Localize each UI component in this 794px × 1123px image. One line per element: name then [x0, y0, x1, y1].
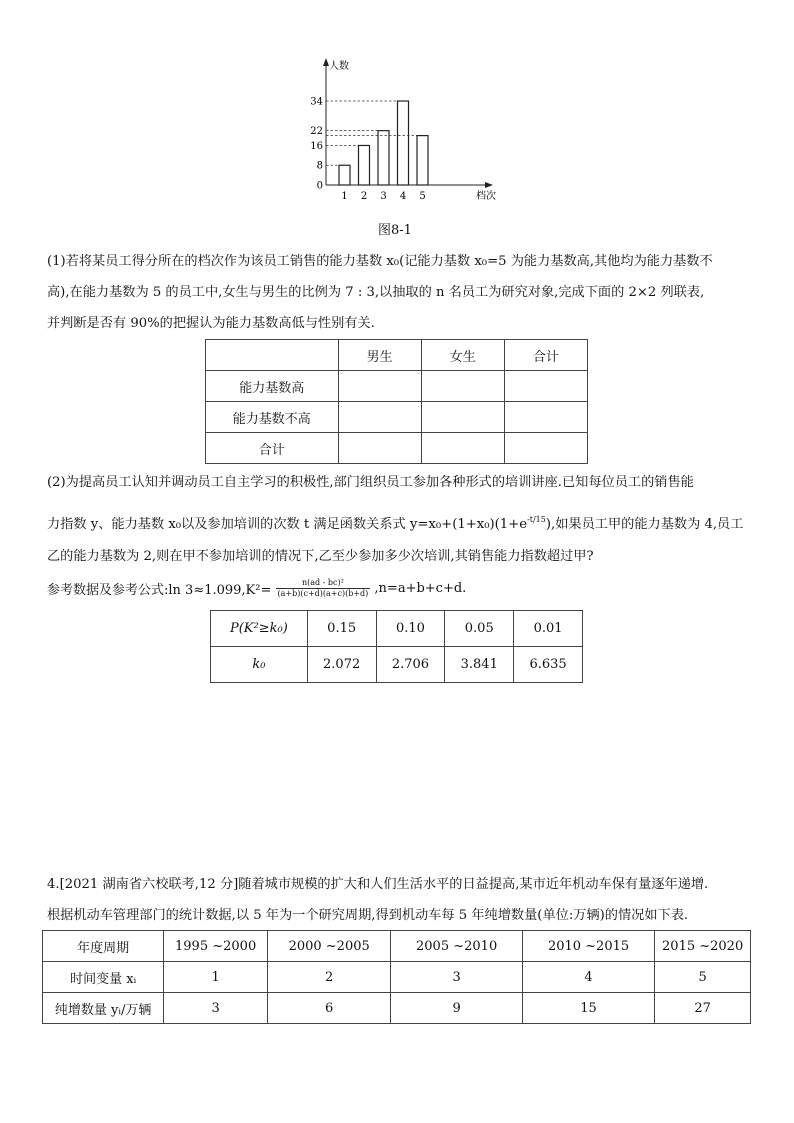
table-cell: 0.10: [376, 611, 445, 647]
table-row: [206, 371, 588, 402]
bar: [359, 145, 370, 185]
q2-exponent: -t/15: [527, 515, 546, 524]
table-cell: 合计: [504, 340, 587, 371]
table-cell: P(K²≥k₀): [211, 611, 308, 647]
table-cell: 6: [267, 993, 390, 1024]
table-cell: 3: [164, 993, 268, 1024]
table-cell: 年度周期: [43, 931, 164, 962]
y-tick-label: 34: [310, 96, 323, 108]
table-cell: 1995 ~2000: [164, 931, 268, 962]
x-tick-label: 3: [380, 191, 387, 202]
q2-line2: [47, 511, 762, 534]
x-tick-label: 5: [419, 191, 426, 202]
table-cell: 9: [391, 993, 522, 1024]
bar-chart: [300, 52, 520, 207]
table-cell: 1: [164, 962, 268, 993]
table-cell: 纯增数量 yᵢ/万辆: [43, 993, 164, 1024]
table-cell: [504, 371, 587, 402]
y-tick-label: 22: [310, 126, 323, 138]
q2-line3: 乙的能力基数为 2,则在甲不参加培训的情况下,乙至少参加多少次培训,其销售能力指数超过甲?: [47, 549, 594, 564]
table-cell: 2: [267, 962, 390, 993]
table-row: [206, 340, 588, 371]
table-cell: 15: [522, 993, 654, 1024]
table-cell: [504, 433, 587, 464]
table-row: [43, 931, 751, 962]
table-cell: [421, 371, 504, 402]
table-cell: 3.841: [445, 647, 514, 683]
x-tick-label: 4: [399, 191, 407, 202]
table-row: [206, 433, 588, 464]
table-row: [211, 611, 583, 647]
q1-line3: 并判断是否有 90%的把握认为能力基数高低与性别有关.: [47, 316, 375, 331]
table-cell: [338, 402, 421, 433]
contingency-table: [205, 339, 588, 464]
table-cell: 2.072: [307, 647, 376, 683]
bar: [339, 165, 350, 185]
y-tick-label: 0: [316, 180, 323, 192]
y-tick-label: 8: [316, 160, 323, 172]
table-row: [211, 647, 583, 683]
table-cell: 6.635: [514, 647, 583, 683]
table-cell: 能力基数高: [206, 371, 339, 402]
table-cell: [504, 402, 587, 433]
table-cell: 0.15: [307, 611, 376, 647]
q4-line2: 根据机动车管理部门的统计数据,以 5 年为一个研究周期,得到机动车每 5 年纯增数量(单位:万辆)的情况如下表.: [47, 908, 689, 923]
x-tick-label: 2: [360, 191, 368, 202]
critical-value-table: [210, 610, 583, 683]
ref-denominator: (a+b)(c+d)(a+c)(b+d): [277, 589, 369, 598]
table-cell: k₀: [211, 647, 308, 683]
bar: [398, 101, 409, 185]
table-cell: 5: [655, 962, 751, 993]
q2-line1: (2)为提高员工认知并调动员工自主学习的积极性,部门组织员工参加各种形式的培训讲座.已知每位员工的销售能: [47, 475, 694, 490]
table-cell: 2000 ~2005: [267, 931, 390, 962]
table-row: [43, 993, 751, 1024]
ref-fraction: [276, 578, 371, 599]
table-cell: 能力基数不高: [206, 402, 339, 433]
table-cell: 4: [522, 962, 654, 993]
ref-numerator: n(ad - bc)²: [276, 578, 371, 589]
table-cell: [421, 433, 504, 464]
y-tick-label: 16: [310, 140, 323, 152]
table-cell: [338, 371, 421, 402]
table-cell: [338, 433, 421, 464]
table-cell: 0.01: [514, 611, 583, 647]
ref-suffix: ,n=a+b+c+d.: [374, 581, 467, 596]
table-cell: 男生: [338, 340, 421, 371]
y-axis-label: 人数: [329, 61, 349, 72]
table-row: [43, 962, 751, 993]
q1-line2: 高),在能力基数为 5 的员工中,女生与男生的比例为 7 : 3,以抽取的 n 名员工为研究对象,完成下面的 2×2 列联表,: [47, 285, 705, 300]
table-cell: [421, 402, 504, 433]
table-cell: 27: [655, 993, 751, 1024]
x-tick-label: 1: [341, 191, 348, 202]
x-axis-label: 档次: [476, 191, 496, 202]
q1-line1: (1)若将某员工得分所在的档次作为该员工销售的能力基数 x₀(记能力基数 x₀=5 为能力基数高,其他均为能力基数不: [47, 254, 713, 269]
table-cell: 2010 ~2015: [522, 931, 654, 962]
q4-line1: 4.[2021 湖南省六校联考,12 分]随着城市规模的扩大和人们生活水平的日益提高,某市近年机动车保有量逐年递增.: [47, 877, 709, 892]
q2-line2-a: 力指数 y、能力基数 x₀以及参加培训的次数 t 满足函数关系式 y=x₀+(1+x₀)(1+e: [47, 517, 528, 532]
period-table: [42, 930, 751, 1024]
table-cell: 0.05: [445, 611, 514, 647]
x-axis-arrow: [485, 182, 493, 188]
ref-prefix: 参考数据及参考公式:ln 3≈1.099,K²=: [47, 583, 272, 598]
table-cell: 2015 ~2020: [655, 931, 751, 962]
bar: [378, 131, 389, 185]
table-cell: 女生: [421, 340, 504, 371]
table-cell: 时间变量 xᵢ: [43, 962, 164, 993]
reference-formula: [47, 578, 466, 608]
table-row: [206, 402, 588, 433]
table-cell: 3: [391, 962, 522, 993]
table-cell: 2005 ~2010: [391, 931, 522, 962]
bar: [417, 136, 428, 185]
q2-line2-b: ),如果员工甲的能力基数为 4,员工: [545, 517, 744, 532]
figure-caption: 图8-1: [378, 223, 412, 238]
table-cell: 合计: [206, 433, 339, 464]
table-cell: [206, 340, 339, 371]
table-cell: 2.706: [376, 647, 445, 683]
